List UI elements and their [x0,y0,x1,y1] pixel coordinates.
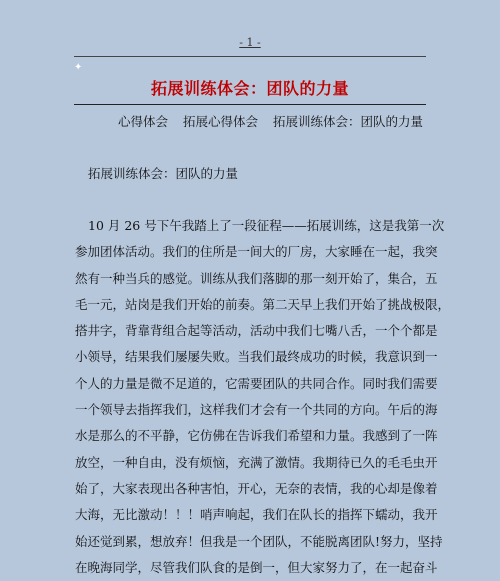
text-line: 小领导，结果我们屡屡失败。当我们最终成功的时候，我意识到一 [75,349,438,365]
text-line: 搭井字，背靠背组合起等活动，活动中我们七嘴八舌，一个个都是 [75,323,438,339]
article-subtitle: 拓展训练体会：团队的力量 [88,166,239,181]
text-line: 10 月 26 号下午我踏上了一段征程——拓展训练，这是我第一次 [88,218,445,233]
document-title: 拓展训练体会：团队的力量 [150,79,349,98]
text-line: 水是那么的不平静，它仿佛在告诉我们希望和力量。我感到了一阵 [75,428,438,444]
text-line: 一个领导去指挥我们，这样我们才会有一个共同的方向。午后的海 [75,402,438,418]
title-rule [74,104,426,105]
header-rule [74,56,426,57]
keyword-list [118,112,434,130]
keyword: 拓展心得体会 [183,114,259,129]
text-line: 毛一元，站岗是我们开始的前奏。第二天早上我们开始了挑战极限， [75,296,451,312]
text-line: 然有一种当兵的感觉。训练从我们落脚的那一刻开始了，集合，五 [75,270,438,286]
page-number: - 1 - [239,36,261,49]
body-paragraph [75,213,451,581]
text-line: 始还觉到累，想放弃！但我是一个团队，不能脱离团队!努力，坚持 [75,533,443,549]
text-line: 大海，无比激动！！！哨声响起，我们在队长的指挥下蠕动，我开 [75,507,438,523]
text-line: 放空，一种自由，没有烦恼，充满了激情。我期待已久的毛毛虫开 [75,454,438,470]
text-line: 在晚海同学，尽管我们队食的是倒一，但大家努力了，在一起奋斗 [75,559,438,575]
sparkle-icon: ✦ [74,62,83,73]
keyword: 拓展训练体会：团队的力量 [273,114,424,129]
text-line: 个人的力量是微不足道的，它需要团队的共同合作。同时我们需要 [75,375,438,391]
text-line: 参加团体活动。我们的住所是一间大的厂房，大家睡在一起，我突 [75,244,438,260]
text-line: 始了，大家表现出各种害怕，开心，无奈的表情，我的心却是像着 [75,480,438,496]
keyword: 心得体会 [118,114,169,129]
